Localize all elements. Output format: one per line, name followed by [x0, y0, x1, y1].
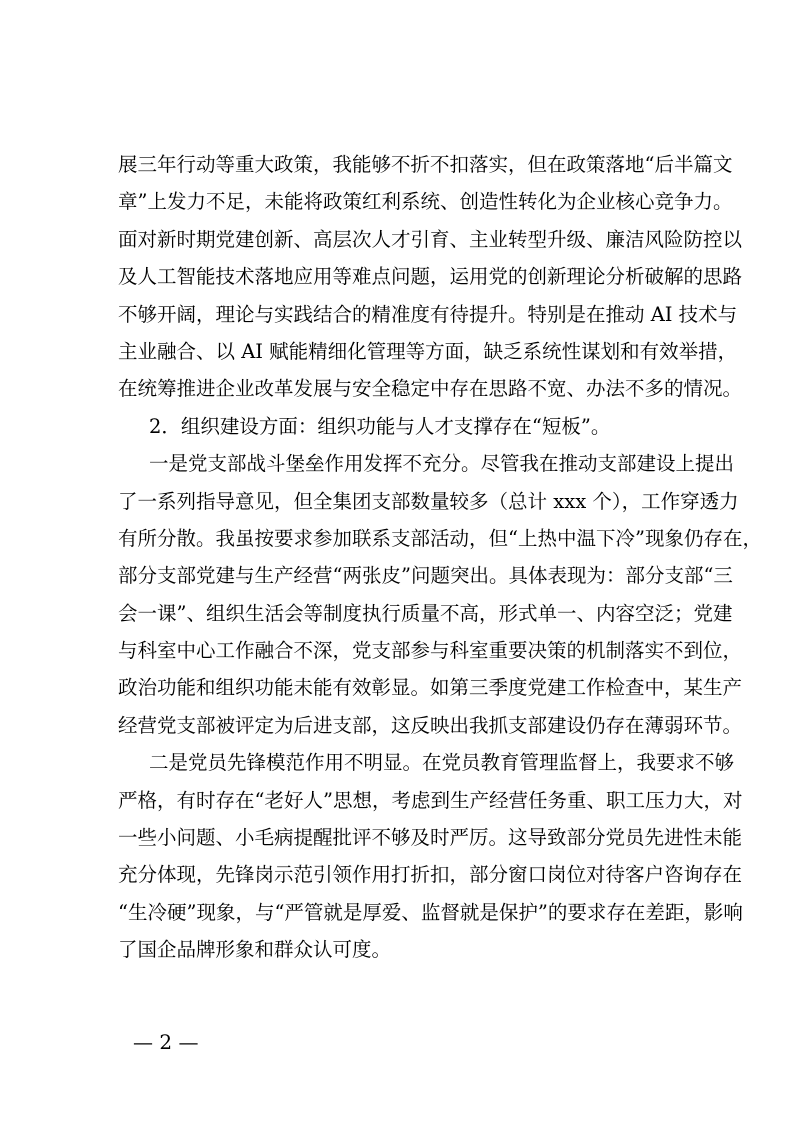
- page-number: — 2 —: [133, 1030, 199, 1054]
- paragraph: [118, 445, 762, 744]
- text-line: 二是党员先锋模范作用不明显。在党员教育管理监督上，我要求不够: [149, 751, 735, 775]
- text-line: “生冷硬”现象，与“严管就是厚爱、监督就是保护”的要求存在差距，影响: [118, 900, 743, 924]
- text-line: 部分支部党建与生产经营“两张皮”问题突出。具体表现为：部分支部“三: [118, 564, 733, 588]
- text-line: 经营党支部被评定为后进支部，这反映出我抓支部建设仍存在薄弱环节。: [118, 713, 743, 737]
- text-line: 严格，有时存在“老好人”思想，考虑到生产经营任务重、职工压力大，对: [118, 788, 743, 812]
- paragraph: [118, 744, 743, 968]
- text-line: 面对新时期党建创新、高层次人才引育、主业转型升级、廉洁风险防控以: [118, 227, 743, 251]
- text-line: 一些小问题、小毛病提醒批评不够及时严厉。这导致部分党员先进性未能: [118, 826, 743, 850]
- text-line: 及人工智能技术落地应用等难点问题，运用党的创新理论分析破解的思路: [118, 265, 743, 289]
- text-line: 了国企品牌形象和群众认可度。: [118, 938, 392, 962]
- text-line: 主业融合、以 AI 赋能精细化管理等方面，缺乏系统性谋划和有效举措，: [118, 339, 738, 363]
- body-text: [118, 146, 762, 969]
- text-line: 充分体现，先锋岗示范引领作用打折扣，部分窗口岗位对待客户咨询存在: [118, 863, 743, 887]
- text-line: 与科室中心工作融合不深，党支部参与科室重要决策的机制落实不到位，: [118, 639, 743, 663]
- text-line: 2．组织建设方面：组织功能与人才支撑存在“短板”。: [149, 414, 611, 438]
- paragraph: [118, 408, 693, 445]
- text-line: 政治功能和组织功能未能有效彰显。如第三季度党建工作检查中，某生产: [118, 676, 743, 700]
- text-line: 不够开阔，理论与实践结合的精准度有待提升。特别是在推动 AI 技术与: [118, 302, 738, 326]
- text-line: 章”上发力不足，未能将政策红利系统、创造性转化为企业核心竞争力。: [118, 190, 733, 214]
- text-line: 一是党支部战斗堡垒作用发挥不充分。尽管我在推动支部建设上提出: [149, 452, 735, 476]
- paragraph: [118, 146, 743, 408]
- text-line: 在统筹推进企业改革发展与安全稳定中存在思路不宽、办法不多的情况。: [118, 377, 743, 401]
- text-line: 了一系列指导意见，但全集团支部数量较多（总计 xxx 个），工作穿透力: [118, 489, 739, 513]
- text-line: 会一课”、组织生活会等制度执行质量不高，形式单一、内容空泛；党建: [118, 601, 733, 625]
- text-line: 展三年行动等重大政策，我能够不折不扣落实，但在政策落地“后半篇文: [118, 153, 733, 176]
- text-line: 有所分散。我虽按要求参加联系支部活动，但“上热中温下冷”现象仍存在，: [118, 526, 762, 550]
